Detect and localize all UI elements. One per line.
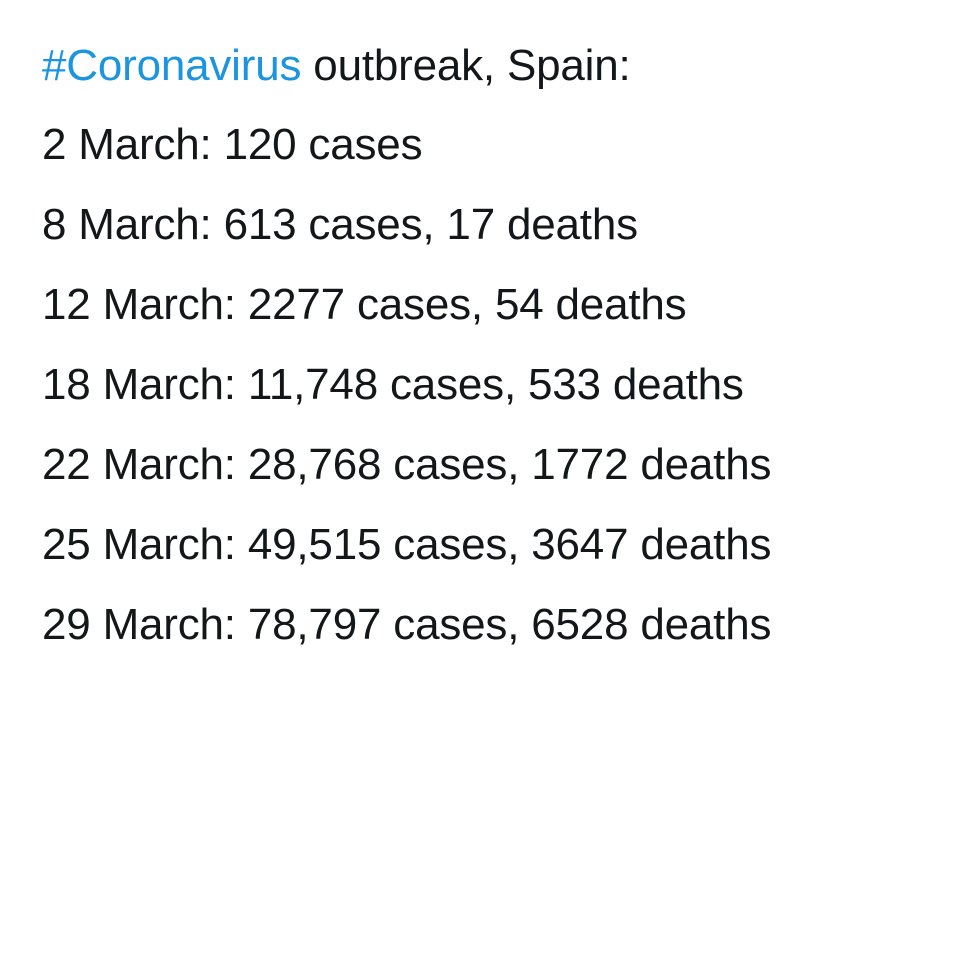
tweet-text	[42, 40, 922, 679]
tweet-headline	[42, 40, 922, 92]
list-item: 22 March: 28,768 cases, 1772 deaths	[42, 440, 772, 489]
hashtag-link[interactable]: #Coronavirus	[42, 41, 302, 90]
list-item: 8 March: 613 cases, 17 deaths	[42, 200, 638, 249]
list-item: 18 March: 11,748 cases, 533 deaths	[42, 360, 744, 409]
list-item: 12 March: 2277 cases, 54 deaths	[42, 280, 687, 329]
headline-text: outbreak, Spain:	[301, 41, 631, 90]
list-item: 25 March: 49,515 cases, 3647 deaths	[42, 520, 772, 569]
case-list	[42, 119, 922, 651]
list-item: 29 March: 78,797 cases, 6528 deaths	[42, 600, 772, 649]
list-item: 2 March: 120 cases	[42, 120, 423, 169]
